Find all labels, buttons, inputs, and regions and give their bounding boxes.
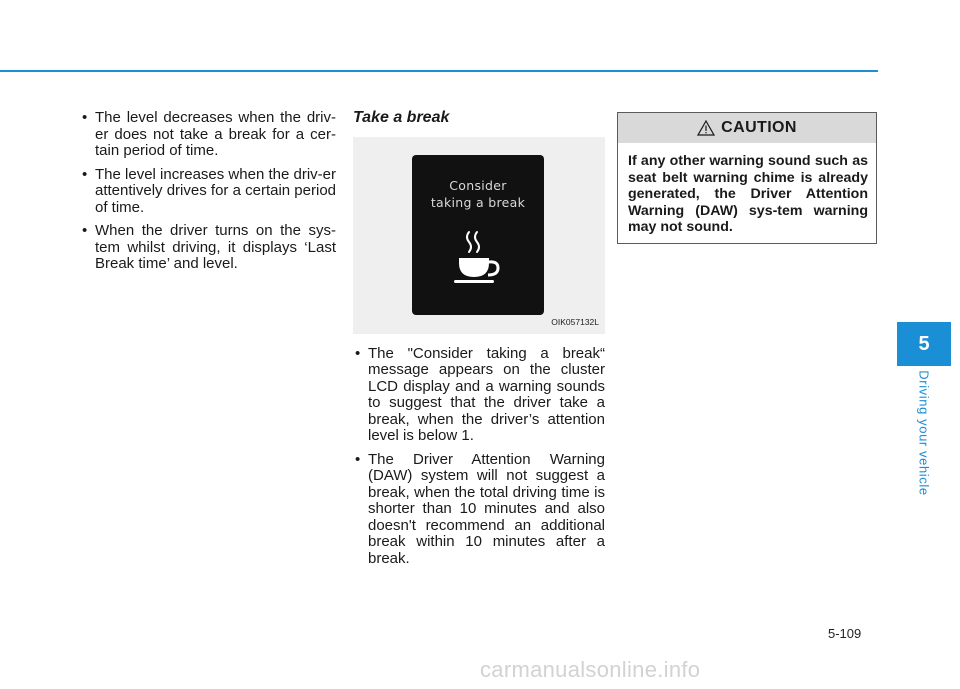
middle-bullet-list (353, 346, 605, 568)
display-message (412, 177, 544, 211)
display-message-line2: taking a break (430, 194, 526, 210)
coffee-cup-icon (454, 229, 502, 285)
header-rule (0, 70, 878, 72)
left-bullet-list (80, 110, 336, 273)
left-column (80, 110, 336, 280)
section-title: Take a break (353, 109, 450, 126)
chapter-tab: 5 (897, 322, 951, 366)
caution-header (618, 113, 876, 143)
watermark: carmanualsonline.info (480, 657, 701, 682)
display-message-line1: Consider (449, 177, 507, 193)
chapter-label: Driving your vehicle (916, 370, 932, 496)
middle-column (353, 110, 605, 574)
page-number: 5-109 (828, 626, 862, 641)
caution-box (617, 112, 877, 244)
bullet-item: • When the driver turns on the sys-tem whilst driving, it displays ‘Last Break time’ and level. (80, 223, 336, 273)
bullet-item: • The level decreases when the driv-er does not take a break for a cer-tain period of time. (80, 110, 336, 160)
figure-take-a-break (353, 137, 605, 334)
bullet-item: • The Driver Attention Warning (DAW) system will not suggest a break, when the total driving time is shorter than 10 minutes and also doesn't recommend an additional break within 10 minutes after a break. (353, 452, 605, 568)
caution-text: If any other warning sound such as seat belt warning chime is already generated, the Driver Attention Warning (DAW) sys-tem warning may not sound. (628, 153, 868, 235)
cluster-display (412, 155, 544, 315)
bullet-item: • The "Consider taking a break“ message appears on the cluster LCD display and a warning sounds to suggest that the driver take a break, when the driver’s attention level is below 1. (353, 346, 605, 445)
bullet-item: • The level increases when the driv-er attentively drives for a certain period of time. (80, 167, 336, 217)
caution-title: CAUTION (721, 119, 797, 136)
figure-code: OIK057132L (551, 317, 599, 327)
warning-triangle-icon (697, 120, 715, 136)
